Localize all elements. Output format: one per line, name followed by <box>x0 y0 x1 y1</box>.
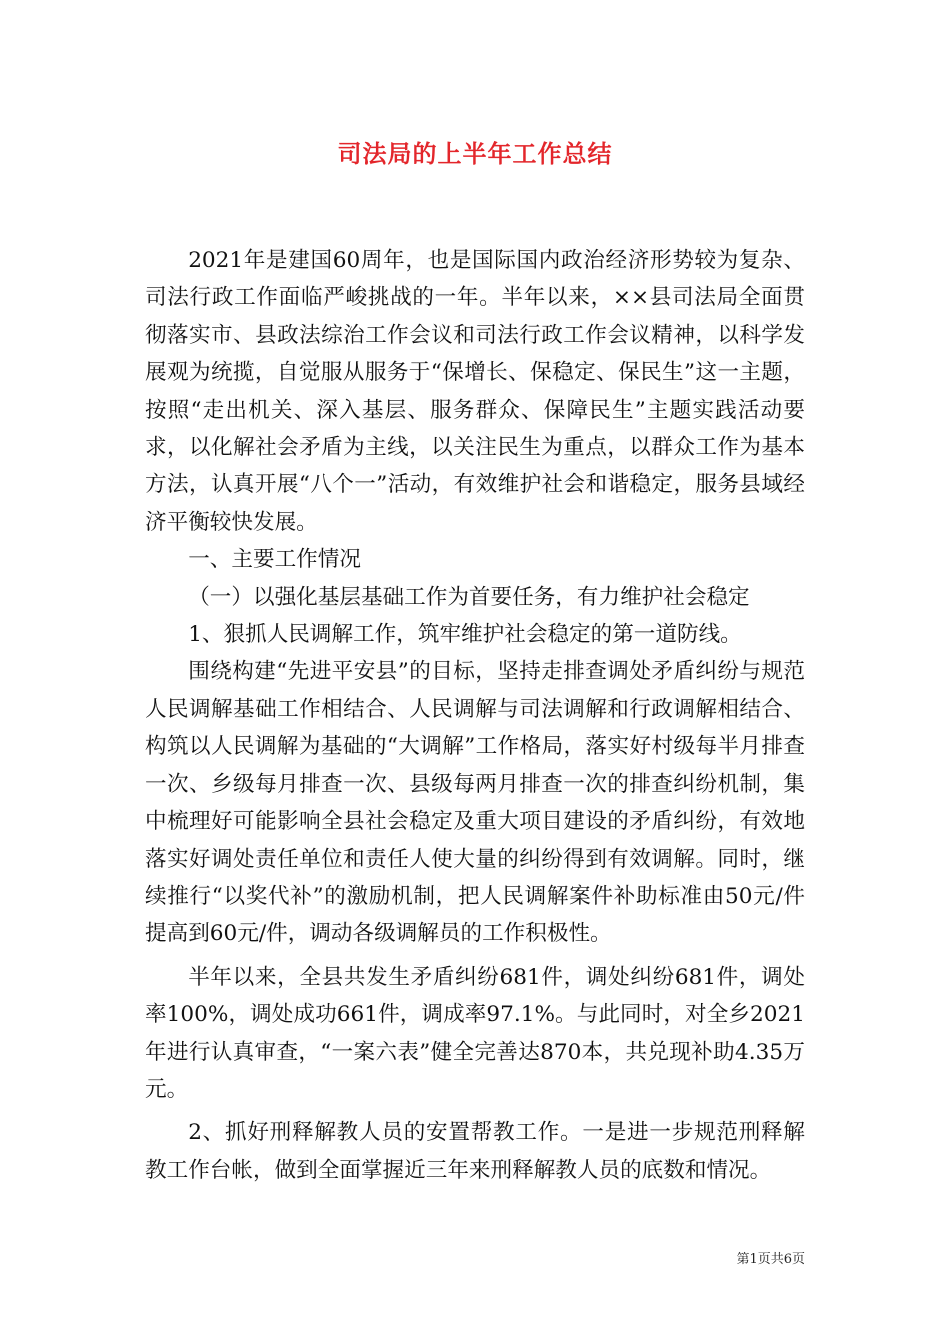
statistics-paragraph: 半年以来，全县共发生矛盾纠纷681件，调处纠纷681件，调处率100%，调处成功661件，调成率97.1%。与此同时，对全乡2021年进行认真审查，“一案六表”健全完善达870本，共兑现补助4.35万元。 <box>145 964 805 1102</box>
item-heading-1: 1、狠抓人民调解工作，筑牢维护社会稳定的第一道防线。 <box>188 622 742 648</box>
document-body <box>145 242 805 1189</box>
page-number: 第1页共6页 <box>736 1252 805 1267</box>
item-heading-2: 2、抓好刑释解教人员的安置帮教工作。一是进一步规范刑释解教工作台帐，做到全面掌握近三年来刑释解教人员的底数和情况。 <box>145 1120 805 1183</box>
subsection-heading: （一）以强化基层基础工作为首要任务，有力维护社会稳定 <box>188 584 750 610</box>
mediation-paragraph: 围绕构建“先进平安县”的目标，坚持走排查调处矛盾纠纷与规范人民调解基础工作相结合、人民调解与司法调解和行政调解相结合、构筑以人民调解为基础的“大调解”工作格局，落实好村级每半月排查一次、乡级每月排查一次、县级每两月排查一次的排查纠纷机制，集中梳理好可能影响全县社会稳定及重大项目建设的矛盾纠纷，有效地落实好调处责任单位和责任人使大量的纠纷得到有效调解。同时，继续推行“以奖代补”的激励机制，把人民调解案件补助标准由50元/件提高到60元/件，调动各级调解员的工作积极性。 <box>145 659 805 947</box>
document-title: 司法局的上半年工作总结 <box>337 140 613 168</box>
section-heading: 一、主要工作情况 <box>188 547 361 573</box>
intro-paragraph: 2021年是建国60周年，也是国际国内政治经济形势较为复杂、司法行政工作面临严峻挑战的一年。半年以来，××县司法局全面贯彻落实市、县政法综治工作会议和司法行政工作会议精神，以科学发展观为统揽，自觉服从服务于“保增长、保稳定、保民生”这一主题，按照“走出机关、深入基层、服务群众、保障民生”主题实践活动要求，以化解社会矛盾为主线，以关注民生为重点，以群众工作为基本方法，认真开展“八个一”活动，有效维护社会和谐稳定，服务县域经济平衡较快发展。 <box>145 248 805 535</box>
